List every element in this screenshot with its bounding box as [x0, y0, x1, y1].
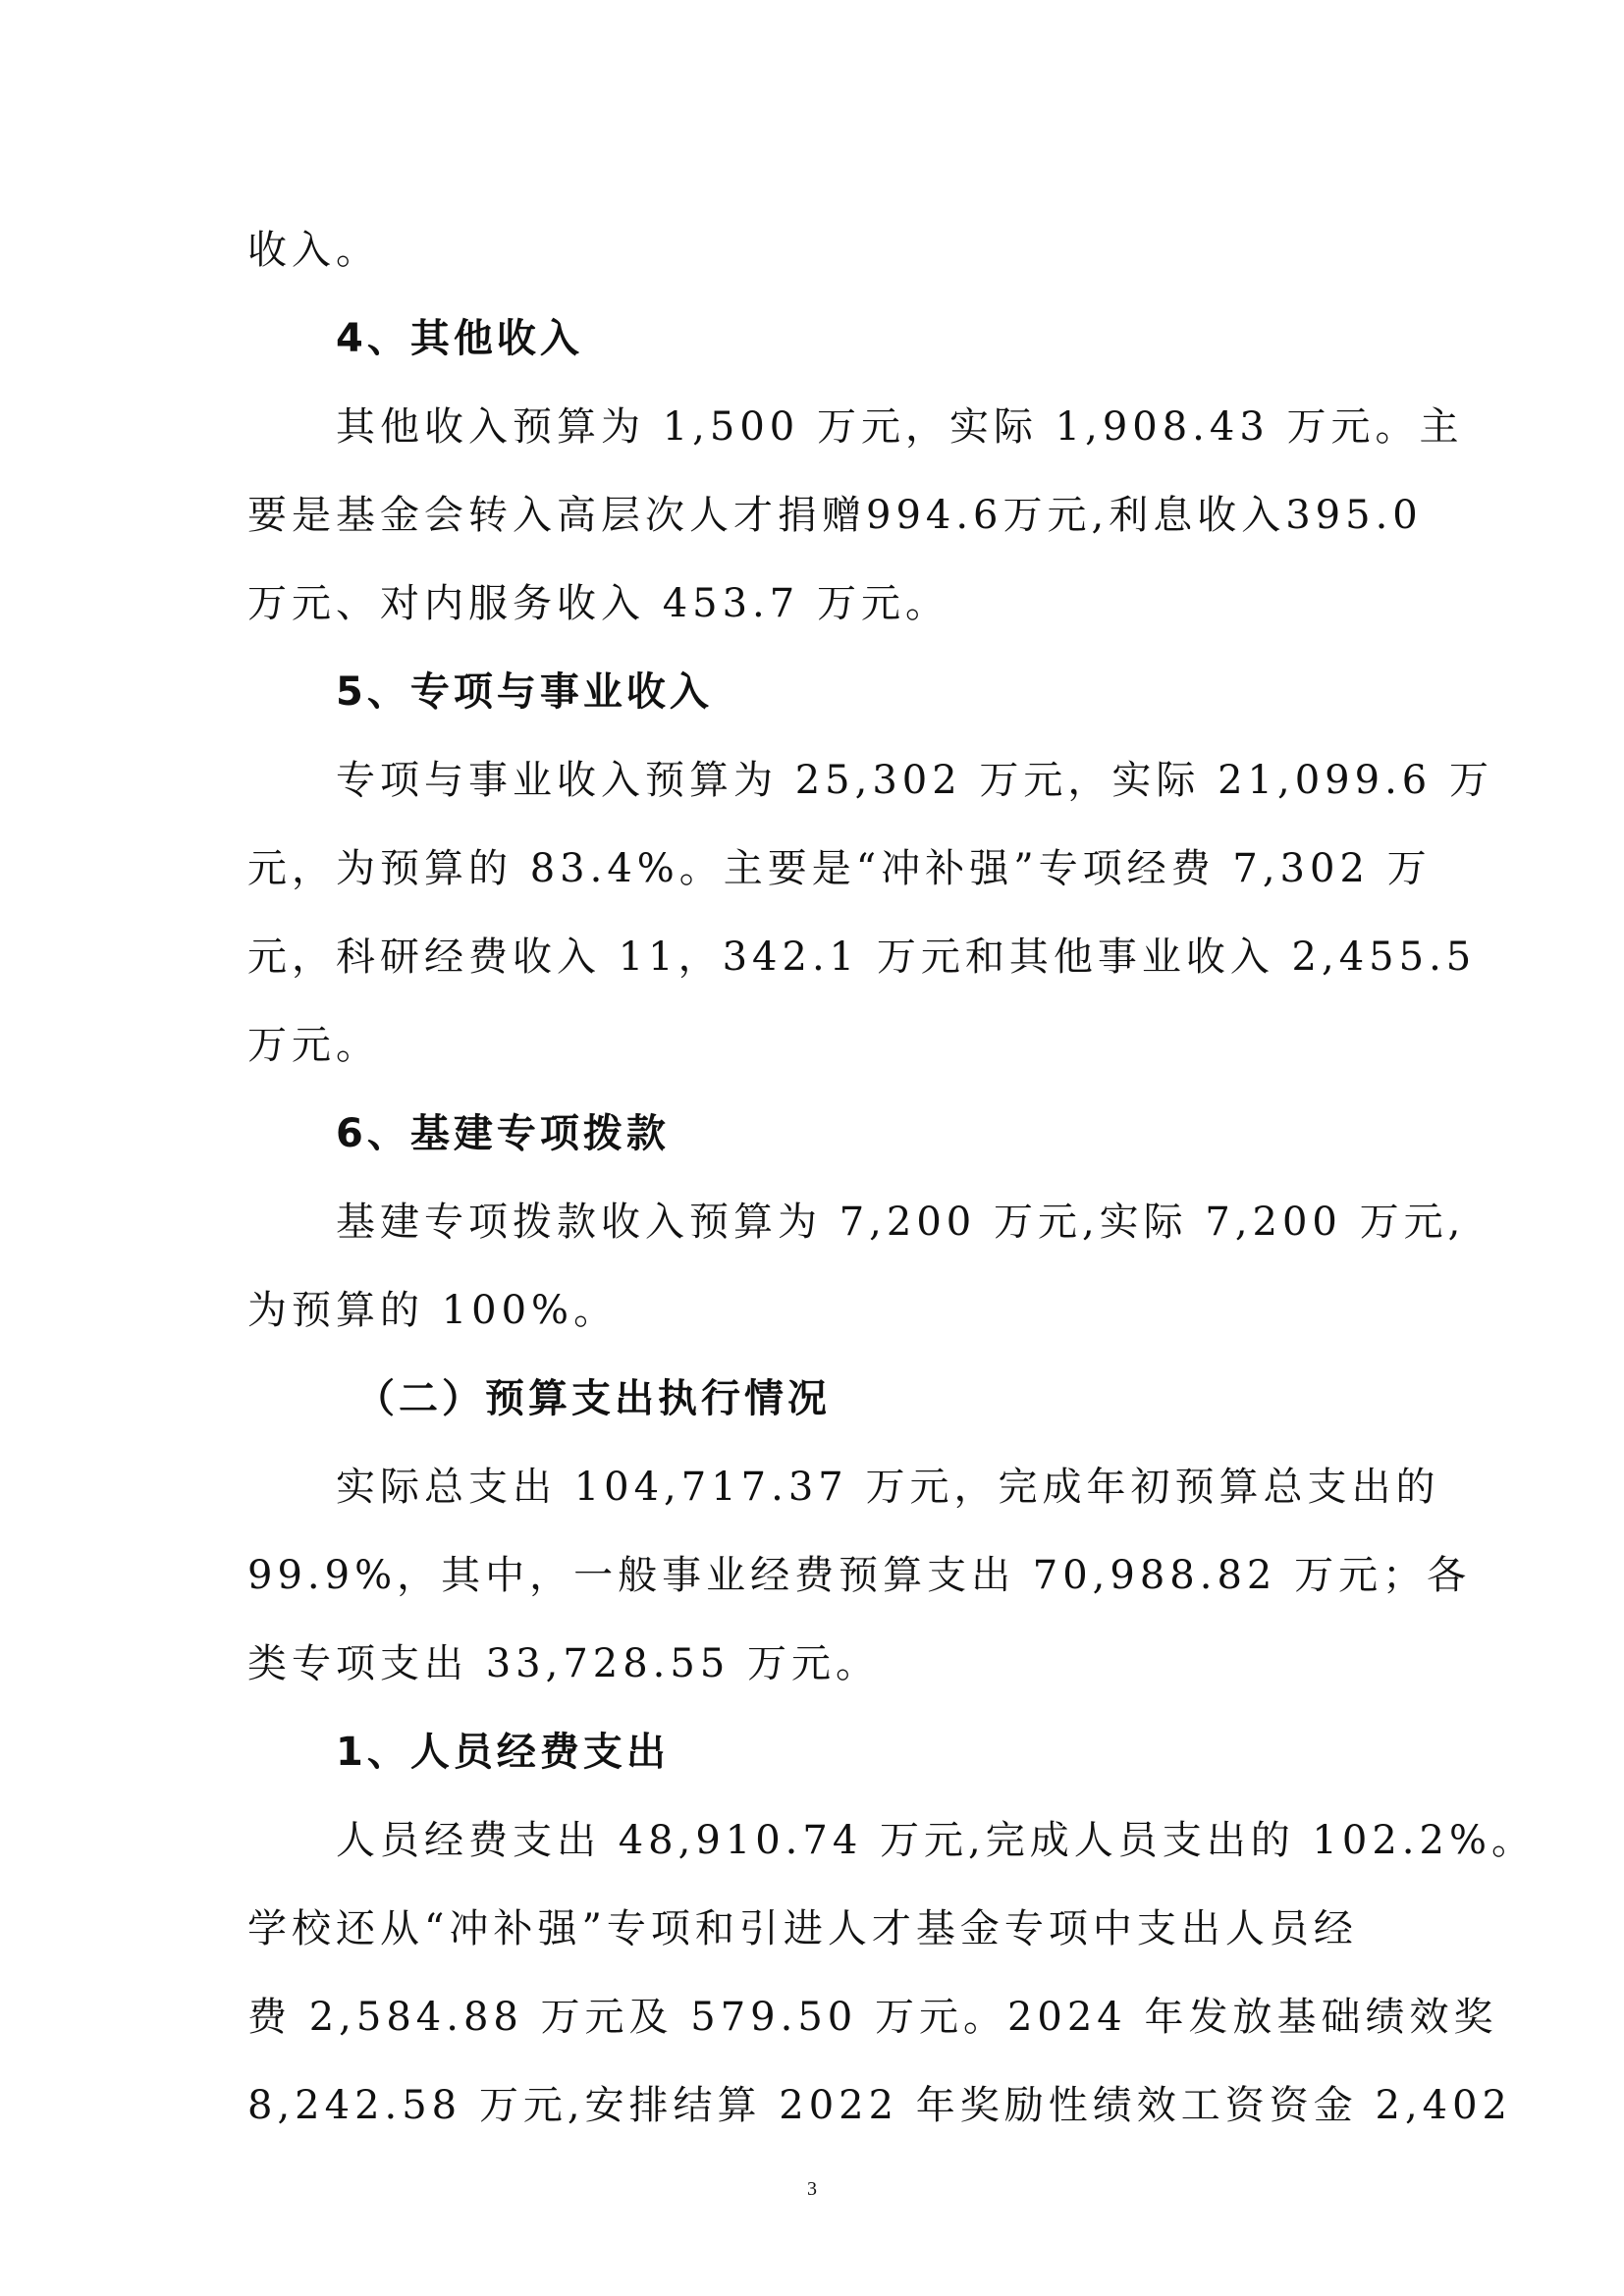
paragraph-line: 元，为预算的 83.4%。主要是“冲补强”专项经费 7,302 万: [247, 846, 1432, 891]
paragraph-line: 专项与事业收入预算为 25,302 万元，实际 21,099.6 万: [336, 758, 1493, 803]
paragraph-line: 实际总支出 104,717.37 万元，完成年初预算总支出的: [336, 1465, 1440, 1510]
paragraph-line: 收入。: [247, 228, 380, 273]
paragraph-line: 类专项支出 33,728.55 万元。: [247, 1641, 881, 1686]
paragraph-line: 学校还从“冲补强”专项和引进人才基金专项中支出人员经: [247, 1906, 1358, 1951]
section-heading-special-income: 5、专项与事业收入: [336, 669, 713, 715]
paragraph-line: 其他收入预算为 1,500 万元，实际 1,908.43 万元。主: [336, 404, 1464, 450]
section-heading-expenditure: （二）预算支出执行情况: [355, 1376, 831, 1421]
paragraph-line: 为预算的 100%。: [247, 1288, 619, 1333]
paragraph-line: 基建专项拨款收入预算为 7,200 万元,实际 7,200 万元,: [336, 1200, 1466, 1245]
paragraph-line: 8,242.58 万元,安排结算 2022 年奖励性绩效工资资金 2,402: [247, 2083, 1513, 2128]
section-heading-personnel-expense: 1、人员经费支出: [336, 1730, 670, 1775]
paragraph-line: 元，科研经费收入 11，342.1 万元和其他事业收入 2,455.5: [247, 934, 1477, 980]
section-heading-other-income: 4、其他收入: [336, 316, 583, 361]
paragraph-line: 万元、对内服务收入 453.7 万元。: [247, 581, 949, 626]
paragraph-line: 人员经费支出 48,910.74 万元,完成人员支出的 102.2%。: [336, 1818, 1536, 1863]
paragraph-line: 99.9%，其中，一般事业经费预算支出 70,988.82 万元；各: [247, 1553, 1472, 1598]
section-heading-construction-fund: 6、基建专项拨款: [336, 1111, 670, 1156]
paragraph-line: 万元。: [247, 1023, 380, 1068]
paragraph-line: 要是基金会转入高层次人才捐赠994.6万元,利息收入395.0: [247, 493, 1423, 538]
paragraph-line: 费 2,584.88 万元及 579.50 万元。2024 年发放基础绩效奖: [247, 1995, 1498, 2040]
page-number: 3: [807, 2178, 817, 2200]
